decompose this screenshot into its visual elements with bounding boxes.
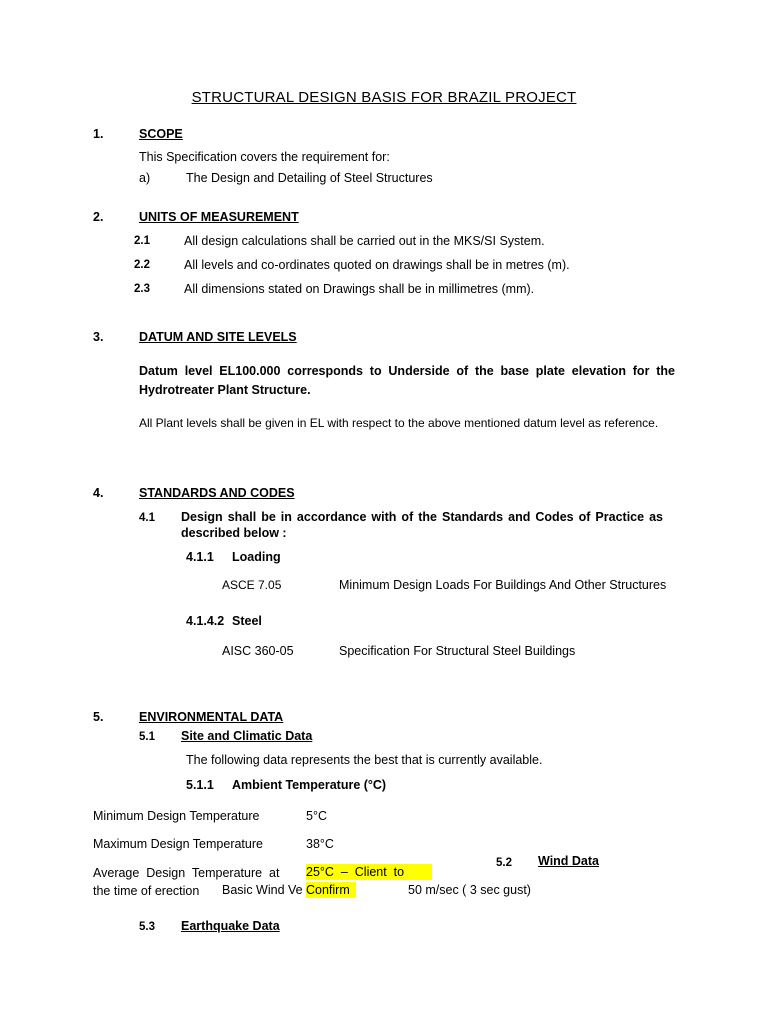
section-5-number: 5. xyxy=(93,710,104,724)
loading-label: Loading xyxy=(232,550,281,564)
item-4-1-number: 4.1 xyxy=(139,512,155,524)
min-temp-label: Minimum Design Temperature xyxy=(93,809,260,823)
avg-temp-value-line2: Confirm xyxy=(306,882,356,898)
item-5-1-heading: Site and Climatic Data xyxy=(181,729,313,743)
item-5-3-number: 5.3 xyxy=(139,921,155,933)
steel-label: Steel xyxy=(232,614,262,628)
document-title: STRUCTURAL DESIGN BASIS FOR BRAZIL PROJECT xyxy=(191,89,577,106)
item-2-3-text: All dimensions stated on Drawings shall be in millimetres (mm). xyxy=(184,282,535,296)
loading-description: Minimum Design Loads For Buildings And Other Structures xyxy=(339,578,667,592)
datum-paragraph: Datum level EL100.000 corresponds to Underside of the base plate elevation for the Hydrotreater Plant Structure. xyxy=(139,364,675,397)
item-5-2-number: 5.2 xyxy=(496,857,512,869)
loading-number: 4.1.1 xyxy=(186,550,214,564)
section-2-number: 2. xyxy=(93,210,104,224)
item-5-1-number: 5.1 xyxy=(139,731,155,743)
max-temp-label: Maximum Design Temperature xyxy=(93,837,263,851)
steel-code: AISC 360-05 xyxy=(222,644,294,658)
plant-levels-paragraph: All Plant levels shall be given in EL with respect to the above mentioned datum level as reference. xyxy=(139,416,659,430)
avg-temp-label-line1: Average Design Temperature at xyxy=(93,866,280,880)
item-2-2-number: 2.2 xyxy=(134,259,150,271)
min-temp-value: 5°C xyxy=(306,809,327,823)
section-1-heading: SCOPE xyxy=(139,127,183,141)
site-data-text: The following data represents the best that is currently available. xyxy=(186,753,543,767)
section-1-number: 1. xyxy=(93,127,104,141)
steel-number: 4.1.4.2 xyxy=(186,614,225,628)
item-2-2-text: All levels and co-ordinates quoted on drawings shall be in metres (m). xyxy=(184,258,570,272)
avg-temp-value-line1: 25°C – Client to xyxy=(306,864,432,880)
item-4-1-text: Design shall be in accordance with of the Standards and Codes of Practice as described below : xyxy=(181,510,663,540)
avg-temp-label-line2: the time of erection xyxy=(93,884,200,898)
max-temp-value: 38°C xyxy=(306,837,334,851)
section-3-heading: DATUM AND SITE LEVELS xyxy=(139,330,297,344)
section-4-heading: STANDARDS AND CODES xyxy=(139,486,295,500)
item-2-1-number: 2.1 xyxy=(134,235,150,247)
steel-description: Specification For Structural Steel Buildings xyxy=(339,644,576,658)
scope-item-letter: a) xyxy=(139,171,151,185)
section-3-number: 3. xyxy=(93,330,104,344)
wind-speed-label: Basic Wind Ve xyxy=(222,883,303,897)
temp-number: 5.1.1 xyxy=(186,778,214,792)
item-5-3-heading: Earthquake Data xyxy=(181,919,280,933)
wind-speed-value: 50 m/sec ( 3 sec gust) xyxy=(408,883,531,897)
item-5-2-heading: Wind Data xyxy=(538,854,599,868)
loading-code: ASCE 7.05 xyxy=(222,578,282,592)
section-4-number: 4. xyxy=(93,486,104,500)
item-2-1-text: All design calculations shall be carried out in the MKS/SI System. xyxy=(184,234,545,248)
scope-item-text: The Design and Detailing of Steel Structures xyxy=(186,171,433,185)
temp-heading: Ambient Temperature (°C) xyxy=(232,778,387,792)
section-2-heading: UNITS OF MEASUREMENT xyxy=(139,210,299,224)
item-2-3-number: 2.3 xyxy=(134,283,150,295)
section-5-heading: ENVIRONMENTAL DATA xyxy=(139,710,284,724)
scope-intro: This Specification covers the requirement for: xyxy=(139,150,390,164)
